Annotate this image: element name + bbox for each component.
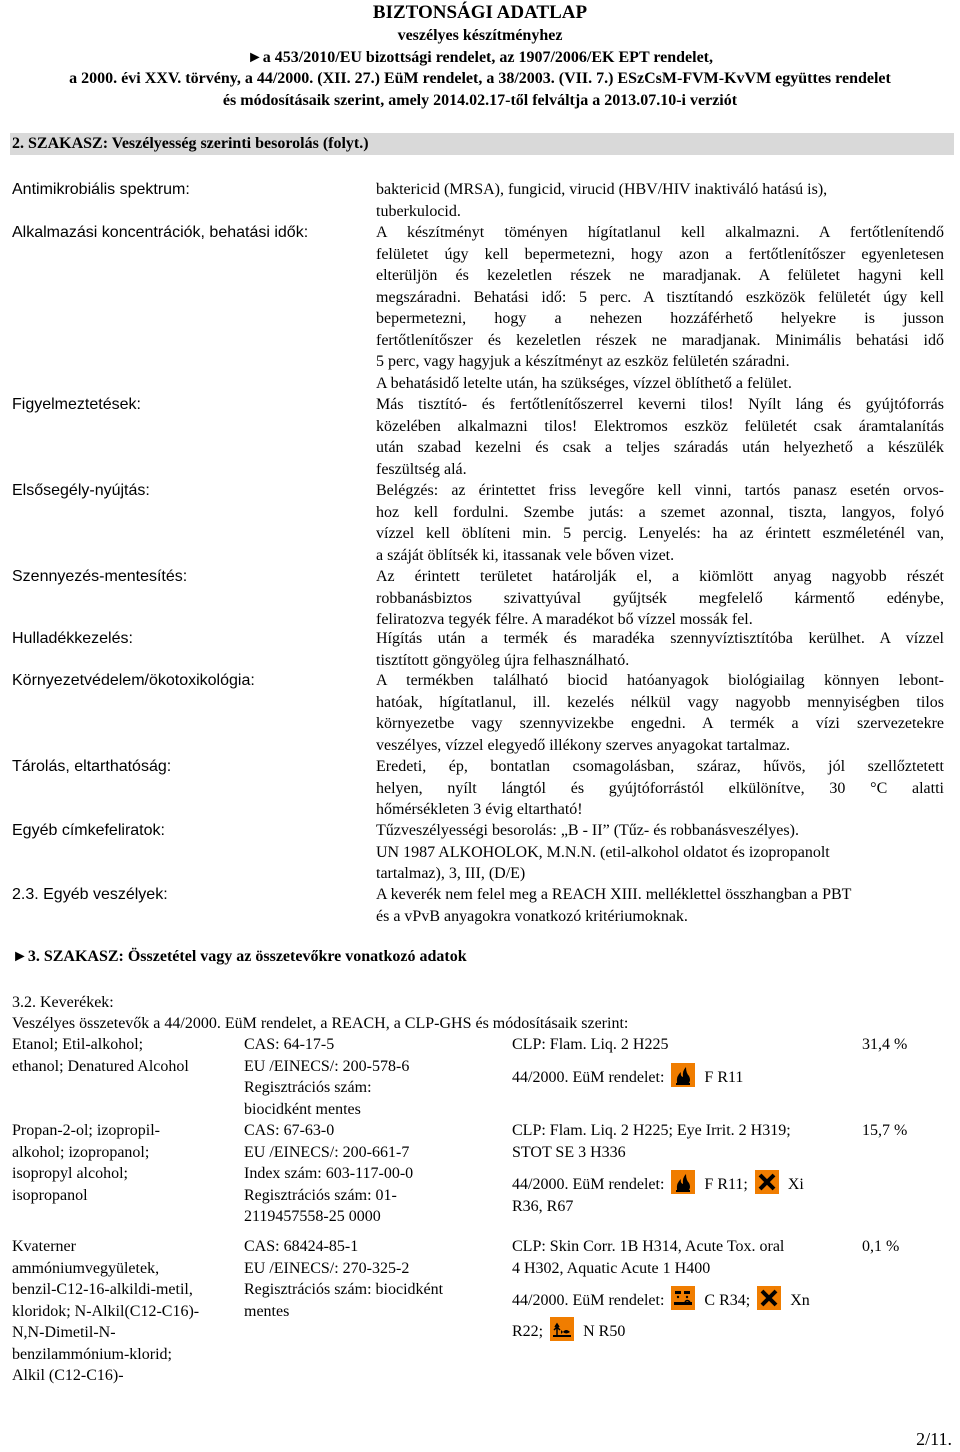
reg-symbol-xi: Xi (787, 1176, 804, 1193)
component-3-classification (512, 1236, 810, 1342)
text-line: 2119457558-25 0000 (244, 1208, 381, 1225)
text-line: robbanásbiztos szivattyúval gyűjtsék megfelelő kármentő edénybe, (376, 589, 944, 607)
reg-tail: R36, R67 (512, 1197, 574, 1215)
text-line: A termékben található biocid hatóanyagok biológiailag könnyen lebont- (376, 672, 944, 689)
row-label-other-hazards: 2.3. Egyéb veszélyek: (12, 886, 168, 903)
text-line: felületet úgy kell bepermetezni, hogy azon a fertőtlenítőszer egyenletesen (376, 245, 944, 263)
reg-line-2 (512, 1316, 810, 1343)
row-label-antimicrobial: Antimikrobiális spektrum: (12, 181, 190, 198)
reg-r22: R22; (512, 1322, 544, 1340)
component-1-percentage: 31,4 % (862, 1036, 908, 1053)
reg-prefix: 44/2000. EüM rendelet: (512, 1176, 665, 1193)
text-line: Index szám: 603-117-00-0 (244, 1165, 414, 1182)
text-line: mentes (244, 1302, 290, 1320)
text-line: Alkil (C12-C16)- (12, 1367, 124, 1384)
text-line: A készítményt töményen hígítatlanul kell alkalmazni. A fertőtlenítendő (376, 224, 944, 241)
text-line: N,N-Dimetil-N- (12, 1324, 116, 1341)
text-line: baktericid (MRSA), fungicid, virucid (HBV/HIV inaktiváló hatású is), (376, 181, 828, 198)
flame-icon (670, 1062, 696, 1088)
text-line: veszélyes, vízzel elegyedő illékony szerves anyagokat tartalmaz. (376, 736, 791, 754)
row-text-decontamination (376, 566, 944, 631)
component-2-classification (512, 1120, 804, 1217)
text-line: hőmérsékleten 3 évig eltartható! (376, 801, 583, 818)
text-line: biocidként mentes (244, 1100, 361, 1118)
text-line: CAS: 64-17-5 (244, 1036, 335, 1053)
text-line: környezetbe vagy szennyvizekbe engedni. A termék a vízi szervezetekre (376, 715, 944, 732)
text-line: Regisztrációs szám: biocidként (244, 1281, 444, 1298)
harmful-x-icon (754, 1169, 780, 1195)
component-2-name (12, 1120, 160, 1206)
row-text-other-labels (376, 820, 944, 885)
row-label-storage: Tárolás, eltarthatóság: (12, 758, 172, 775)
reg-symbol-n: N R50 (583, 1322, 626, 1340)
header-line-2: ►a 453/2010/EU bizottsági rendelet, az 1907/2006/EK EPT rendelet, (246, 48, 714, 66)
component-3-identifiers (244, 1236, 443, 1322)
text-line: Eredeti, ép, bontatlan csomagolásban, száraz, hűvös, jól szellőztetett (376, 758, 944, 775)
page-number: 2/11. (916, 1429, 952, 1449)
text-line: isopropanol (12, 1186, 88, 1204)
row-label-concentrations: Alkalmazási koncentrációk, behatási idők: (12, 224, 309, 241)
text-line: tartalmaz), 3, III, (D/E) (376, 865, 526, 882)
text-line: Más tisztító- és fertőtlenítőszerrel keverni tilos! Nyílt láng és gyújtóforrás (376, 396, 944, 413)
component-1-identifiers (244, 1034, 409, 1120)
row-text-storage (376, 756, 944, 821)
component-1-name (12, 1034, 189, 1077)
reg-prefix: 44/2000. EüM rendelet: (512, 1068, 665, 1086)
text-line: feszültség alá. (376, 460, 467, 478)
row-label-waste: Hulladékkezelés: (12, 630, 133, 647)
reg-symbol-xn: Xn (790, 1292, 810, 1309)
text-line: után szabad kezelni és csak a teljes száradás után helyezhető a készülék (376, 439, 944, 456)
row-text-concentrations (376, 222, 944, 394)
reg-line (512, 1169, 804, 1196)
row-label-first-aid: Elsősegély-nyújtás: (12, 482, 150, 499)
text-line: helyen, nyílt lángtól és gyújtóforrástól elkülönítve, 30 °C alatti (376, 779, 944, 797)
row-text-waste (376, 628, 944, 671)
text-line: EU /EINECS/: 270-325-2 (244, 1259, 410, 1277)
row-text-first-aid (376, 480, 944, 566)
reg-prefix: 44/2000. EüM rendelet: (512, 1292, 665, 1309)
text-line: a száját öblítsék ki, itassanak vele bőven vizet. (376, 546, 675, 564)
text-line: vízzel kell öblíteni min. 5 percig. Lenyelés: ha az érintett eszméleténél van, (376, 525, 944, 542)
text-line: benzilammónium-klorid; (12, 1345, 172, 1363)
section-2-heading: 2. SZAKASZ: Veszélyesség szerinti besorolás (folyt.) (10, 133, 954, 155)
text-line: hatóak, hígítatlanul, ill. kezelés nélkül vagy nagyobb mennyiségben tilos (376, 693, 944, 711)
text-line: UN 1987 ALKOHOLOK, M.N.N. (etil-alkohol oldatot és izopropanolt (376, 843, 830, 861)
text-line: alkohol; izopropanol; (12, 1143, 150, 1161)
row-text-environment (376, 670, 944, 756)
text-line: ammóniumvegyületek, (12, 1259, 160, 1277)
clp-line: STOT SE 3 H336 (512, 1143, 626, 1161)
row-text-antimicrobial (376, 179, 944, 222)
subsection-mixtures: 3.2. Keverékek: (12, 994, 114, 1011)
text-line: hoz kell fordulni. Szembe jutás: a szemet azonnal, tiszta, langyos, folyó (376, 503, 944, 521)
reg-symbol-f: F R11; (704, 1176, 748, 1193)
text-line: Hígítás után a termék és maradéka szennyvíztisztítóba kerülhet. A vízzel (376, 630, 944, 647)
text-line: ethanol; Denatured Alcohol (12, 1057, 189, 1075)
row-label-environment: Környezetvédelem/ökotoxikológia: (12, 672, 255, 689)
harmful-x-icon (756, 1285, 782, 1311)
clp-line: CLP: Flam. Liq. 2 H225; Eye Irrit. 2 H319; (512, 1122, 791, 1139)
text-line: A keverék nem felel meg a REACH XIII. melléklettel összhangban a PBT (376, 886, 852, 903)
text-line: és a vPvB anyagokra vonatkozó kritériumoknak. (376, 907, 688, 925)
section-3-heading: ►3. SZAKASZ: Összetétel vagy az összetevőkre vonatkozó adatok (12, 948, 467, 965)
text-line: feliratozva tegyék félre. A maradékot bő vízzel mossák fel. (376, 611, 753, 628)
text-line: 5 perc, vagy hagyjuk a készítményt az eszköz felületén száradni. (376, 353, 790, 370)
text-line: közelében alkalmazni tilos! Elektromos eszköz felületét csak áramtalanítás (376, 417, 944, 435)
document-title: BIZTONSÁGI ADATLAP (372, 2, 588, 23)
clp-line: CLP: Skin Corr. 1B H314, Acute Tox. oral (512, 1238, 785, 1255)
row-text-warnings (376, 394, 944, 480)
reg-line (512, 1285, 810, 1312)
text-line: kloridok; N-Alkil(C12-C16)- (12, 1302, 200, 1320)
row-label-other-labels: Egyéb címkefeliratok: (12, 822, 165, 839)
header-line-3: a 2000. évi XXV. törvény, a 44/2000. (XII. 27.) EüM rendelet, a 38/2003. (VII. 7.) ESzCsM-FVM-KvVM együttes rendelet (69, 70, 891, 87)
text-line: fertőtlenítőszer és kezeletlen részek ne maradjanak. Minimális behatási idő (376, 331, 944, 349)
component-1-classification (512, 1034, 743, 1088)
environment-icon (549, 1316, 575, 1342)
text-line: EU /EINECS/: 200-661-7 (244, 1143, 410, 1161)
row-text-other-hazards (376, 884, 944, 927)
row-label-warnings: Figyelmeztetések: (12, 396, 141, 413)
text-line: tisztított göngyöleg újra felhasználható. (376, 651, 630, 669)
text-line: CAS: 67-63-0 (244, 1122, 335, 1139)
component-3-percentage: 0,1 % (862, 1238, 900, 1255)
text-line: bepermetezni, hogy a nehezen hozzáférhető helyekre is jusson (376, 310, 944, 327)
header-line-4: és módosításaik szerint, amely 2014.02.17-től felváltja a 2013.07.10-i verziót (222, 91, 738, 109)
text-line: Propan-2-ol; izopropil- (12, 1122, 160, 1139)
clp-line: 4 H302, Aquatic Acute 1 H400 (512, 1259, 711, 1277)
text-line: elterüljön és kezeletlen részek ne maradjanak. A felületet hagyni kell (376, 267, 944, 284)
flame-icon (670, 1169, 696, 1195)
reg-line (512, 1062, 743, 1089)
text-line: A behatásidő letelte után, ha szükséges, vízzel öblíthető a felület. (376, 374, 792, 392)
text-line: Az érintett területet határolják el, a kiömlött anyag nagyobb részét (376, 568, 944, 585)
text-line: Regisztrációs szám: (244, 1079, 372, 1096)
text-line: tuberkulocid. (376, 202, 461, 220)
text-line: Kvaterner (12, 1238, 76, 1255)
clp-line: CLP: Flam. Liq. 2 H225 (512, 1036, 669, 1053)
text-line: CAS: 68424-85-1 (244, 1238, 359, 1255)
row-label-decontamination: Szennyezés-mentesítés: (12, 568, 188, 585)
components-intro: Veszélyes összetevők a 44/2000. EüM rendelet, a REACH, a CLP-GHS és módosításaik szerint: (12, 1015, 629, 1032)
text-line: EU /EINECS/: 200-578-6 (244, 1057, 410, 1075)
text-line: Tűzveszélyességi besorolás: „B - II” (Tűz- és robbanásveszélyes). (376, 822, 799, 839)
corrosive-icon (670, 1285, 696, 1311)
text-line: benzil-C12-16-alkildi-metil, (12, 1281, 193, 1298)
component-2-identifiers (244, 1120, 413, 1228)
document-header (0, 0, 960, 111)
reg-symbol-f: F R11 (704, 1068, 744, 1086)
reg-symbol-c: C R34; (704, 1292, 751, 1309)
text-line: megszáradni. Behatási idő: 5 perc. A tisztítandó eszközök felületét úgy kell (376, 288, 944, 306)
text-line: Etanol; Etil-alkohol; (12, 1036, 144, 1053)
text-line: Regisztrációs szám: 01- (244, 1186, 397, 1204)
text-line: isopropyl alcohol; (12, 1165, 128, 1182)
header-line-1: veszélyes készítményhez (397, 27, 563, 44)
component-3-name (12, 1236, 199, 1387)
component-2-percentage: 15,7 % (862, 1122, 908, 1139)
text-line: Belégzés: az érintettet friss levegőre kell vinni, tartós panasz esetén orvos- (376, 482, 944, 499)
